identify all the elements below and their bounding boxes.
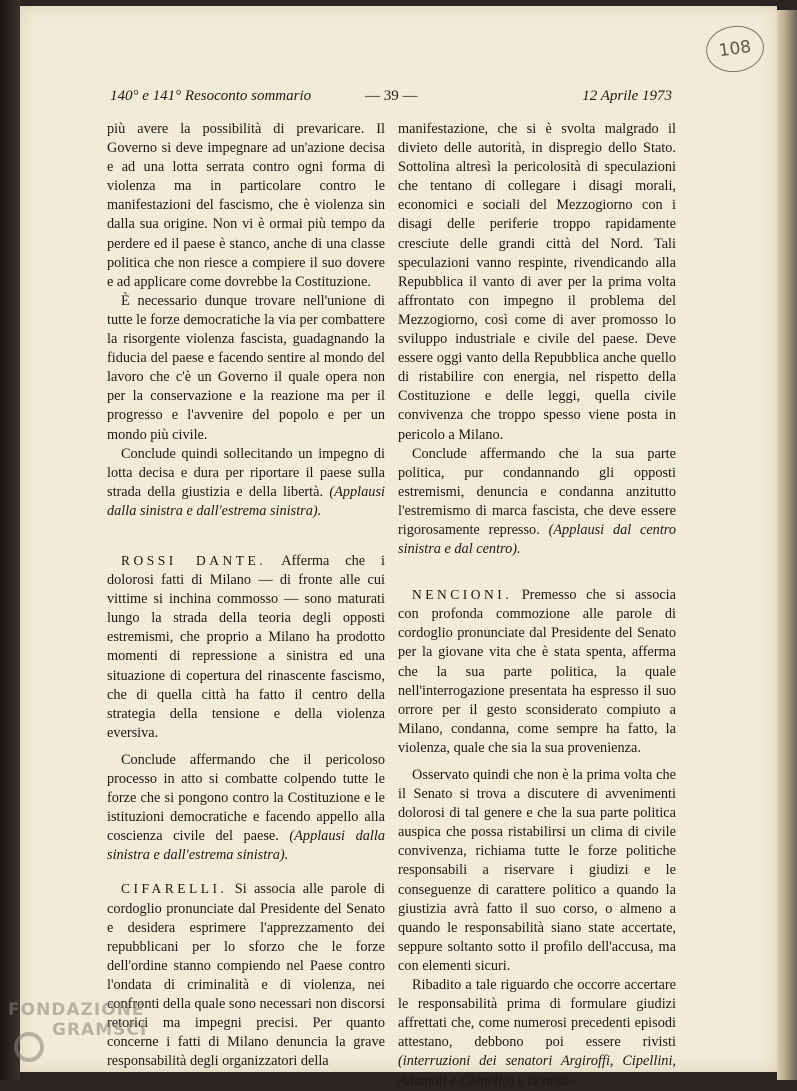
paragraph <box>107 751 385 866</box>
speaker-name: ROSSI DANTE. <box>121 552 267 568</box>
watermark-logo-icon <box>14 1032 44 1062</box>
paragraph <box>398 445 676 560</box>
paragraph: Osservato quindi che non è la prima volta che il Senato si trova a discutere di avvenimenti dolorosi di tal genere e che la sua parte politica auspica che possa ristabilirsi un clima di civile convivenza, richiama tutte le forze politiche responsabili a riservare i giudizi e le conseguenze di carattere politico a quando la giustizia avrà fatto il suo corso, o almeno a quando le responsabilità siano state accertate, seppure soltanto sotto il profilo dell'accusa, ma con elementi sicuri. <box>398 767 676 974</box>
archive-stamp: 108 <box>703 22 767 76</box>
watermark-line: FONDAZIONE <box>8 1000 145 1020</box>
paragraph-text: Conclude affermando che la sua parte politica, pur condannando gli opposti estremismi, denuncia e condanna anzitutto l'estremismo di marca fascista, che deve essere rigorosamente represso. <box>398 445 676 538</box>
header-report-title: 140° e 141° Resoconto sommario <box>110 88 312 104</box>
interruption-note: (interruzioni dei senatori Argiroffi, Cipellini, Adamoli e Chinello) <box>398 1053 676 1089</box>
paragraph <box>107 445 385 521</box>
paragraph-text: Conclude quindi sollecitando un impegno di lotta decisa e dura per riportare il paese sulla strada della giustizia e della libertà. <box>107 445 385 500</box>
paragraph: manifestazione, che si è svolta malgrado il divieto delle autorità, in dispregio dello Stato. Sottolina altresì la pericolosità di speculazioni che tentano di collegare i disagi morali, economici e sociali del Mezzogiorno con i disagi delle periferie troppo rapidamente cresciute delle grandi città del Nord. Tali speculazioni vanno respinte, rivendicando alla Repubblica il vanto di aver per la prima volta affrontato con impegno il problema del Mezzogiorno, così come di aver promosso lo sviluppo industriale e civile del paese. Deve essere oggi vanto della Repubblica anche quello di ristabilire con energia, nel rispetto della Costituzione e delle leggi, quella civile convivenza che troppo spesso viene posta in pericolo a Milano. <box>398 121 676 443</box>
paragraph <box>398 976 676 1091</box>
speech-text: Premesso che si associa con profonda commozione alle parole di cordoglio pronunciate dal Presidente del Senato per la giovane vita che è stata spenta, afferma che la sua parte politica, la quale nell'interrogazione presentata ha espresso il suo orrore per il gesto sconsiderato compiuto a Milano, condanna, come sempre ha fatto, la violenza, quale che sia la sua provenienza. <box>398 587 676 756</box>
paragraph-text: e ricorda- <box>517 1072 573 1089</box>
applause-note: (Applausi dal centro sinistra e dal centro). <box>398 521 676 558</box>
paragraph: più avere la possibilità di prevaricare. Il Governo si deve impegnare ad un'azione decisa e ad una lotta serrata contro ogni forma di violenza ma in particolare contro le manifestazioni del fascismo, che è violenza sin dalla sua origine. Non vi è ormai più tempo da perdere ed il paese è stanco, anche di una classe politica che non riesce a compiere il suo dovere e ad applicare come dovrebbe la Costituzione. <box>107 121 385 290</box>
speech-text: Afferma che i dolorosi fatti di Milano — di fronte alle cui vittime si inchina commosso — sono maturati lungo la strada della teoria degli opposti estremismi, che proprio a Milano ha prodotto momenti di repressione a sinistra ed una situazione di copertura del rinascente fascismo, che di quella città ha fatto il centro della strategia della tensione e della violenza eversiva. <box>107 552 385 741</box>
header-date: 12 Aprile 1973 <box>582 88 672 104</box>
watermark-line: GRAMSCI <box>52 1020 148 1040</box>
right-column <box>398 120 676 1091</box>
speech-nencioni <box>398 585 676 758</box>
paragraph-text: Conclude affermando che il pericoloso processo in atto si combatte colpendo tutte le forze che si pongono contro la Costituzione e le istituzioni democratiche e facendo appello alla coscienza civile del paese. <box>107 751 385 845</box>
speech-rossi <box>107 551 385 743</box>
archive-watermark <box>8 1000 183 1070</box>
speech-text: Si associa alle parole di cordoglio pronunciate dal Presidente del Senato e desidera esprimere l'apprezzamento dei repubblicani per lo sforzo che le forze dell'ordine stanno compiendo nel Paese contro l'ondata di criminalità e di violenza, nei confronti della quale sono necessari non discorsi retorici ma impegni precisi. Per quanto concerne i fatti di Milano denuncia la grave responsabilità degli organizzatori della <box>107 881 385 1070</box>
speaker-name: CIFARELLI. <box>121 881 228 897</box>
speaker-name: NENCIONI. <box>412 587 513 603</box>
applause-note: (Applausi dalla sinistra e dall'estrema sinistra). <box>107 828 385 864</box>
left-column <box>107 120 385 1071</box>
page-header <box>110 88 672 106</box>
paragraph: È necessario dunque trovare nell'unione di tutte le forze democratiche la via per combattere la risorgente violenza fascista, guadagnando la fiducia del paese e facendo sentire al mondo del lavoro che c'è un Governo il quale opera non per la conservazione e la reazione ma per il progresso e l'avvenire del popolo e per un mondo più civile. <box>107 292 385 443</box>
header-page-number: — 39 — <box>365 88 418 104</box>
page-binding-shadow <box>0 0 20 1080</box>
applause-note: (Applausi dalla sinistra e dall'estrema sinistra). <box>107 483 385 519</box>
page-right-edge <box>777 10 797 1080</box>
paragraph-text: Ribadito a tale riguardo che occorre accertare le responsabilità prima di formulare giudizi affrettati che, come numerosi precedenti episodi attestano, debbono poi essere rivisti <box>398 977 676 1051</box>
